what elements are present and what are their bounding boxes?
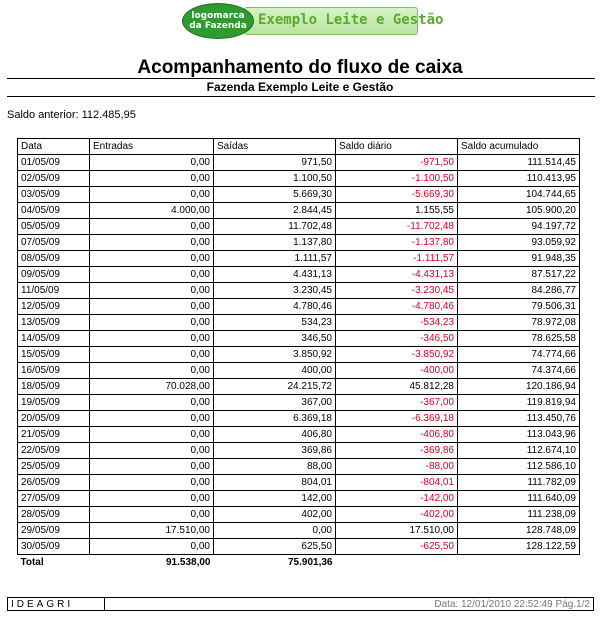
previous-balance: Saldo anterior: 112.485,95: [7, 109, 136, 121]
total-entradas: 91.538,00: [90, 555, 214, 571]
cell-saldo-acumulado: 113.043,96: [458, 427, 580, 443]
cell-data: 11/05/09: [18, 283, 90, 299]
cell-saldo-acumulado: 74.774,66: [458, 347, 580, 363]
cell-saldo-diario: -402,00: [336, 507, 458, 523]
cell-saldo-diario: 45.812,28: [336, 379, 458, 395]
cell-entradas: 0,00: [90, 491, 214, 507]
cell-saldo-acumulado: 110.413,95: [458, 171, 580, 187]
table-row: [18, 235, 580, 251]
cell-saidas: 971,50: [214, 155, 336, 171]
table-row: [18, 411, 580, 427]
cell-entradas: 0,00: [90, 251, 214, 267]
table-row: [18, 219, 580, 235]
cell-data: 01/05/09: [18, 155, 90, 171]
cell-data: 29/05/09: [18, 523, 90, 539]
col-header-saldo-diario: Saldo diário: [336, 139, 458, 155]
cell-saldo-acumulado: 94.197,72: [458, 219, 580, 235]
cell-saldo-diario: -367,00: [336, 395, 458, 411]
table-row: [18, 331, 580, 347]
cell-saidas: 804,01: [214, 475, 336, 491]
cell-saidas: 1.100,50: [214, 171, 336, 187]
cell-data: 18/05/09: [18, 379, 90, 395]
table-row: [18, 315, 580, 331]
cell-saldo-diario: -406,80: [336, 427, 458, 443]
cell-saldo-diario: -534,23: [336, 315, 458, 331]
cell-saldo-diario: 1.155,55: [336, 203, 458, 219]
title-divider: [7, 78, 595, 79]
cell-saldo-acumulado: 91.948,35: [458, 251, 580, 267]
cell-saldo-acumulado: 78.972,08: [458, 315, 580, 331]
cell-saldo-diario: -4.431,13: [336, 267, 458, 283]
cell-data: 22/05/09: [18, 443, 90, 459]
cell-saidas: 367,00: [214, 395, 336, 411]
cell-saldo-acumulado: 120.186,94: [458, 379, 580, 395]
cell-saidas: 534,23: [214, 315, 336, 331]
cell-saldo-acumulado: 119.819,94: [458, 395, 580, 411]
cell-entradas: 4.000,00: [90, 203, 214, 219]
cell-saidas: 4.431,13: [214, 267, 336, 283]
cell-saidas: 24.215,72: [214, 379, 336, 395]
cell-saldo-diario: -11.702,48: [336, 219, 458, 235]
cell-entradas: 0,00: [90, 507, 214, 523]
cell-saldo-diario: -369,86: [336, 443, 458, 459]
print-timestamp: Data: 12/01/2010 22:52:49 Pág.1/2: [434, 599, 590, 610]
cell-saidas: 4.780,46: [214, 299, 336, 315]
cell-saldo-diario: -346,50: [336, 331, 458, 347]
subtitle-divider: [7, 96, 595, 97]
cell-saidas: 369,86: [214, 443, 336, 459]
table-row: [18, 395, 580, 411]
cell-saldo-acumulado: 128.748,09: [458, 523, 580, 539]
table-row: [18, 507, 580, 523]
table-row: [18, 475, 580, 491]
table-row: [18, 539, 580, 555]
cell-entradas: 0,00: [90, 411, 214, 427]
table-header-row: [18, 139, 580, 155]
cell-saidas: 1.137,80: [214, 235, 336, 251]
cell-saidas: 142,00: [214, 491, 336, 507]
logo-farm-name: Exemplo Leite e Gestão: [258, 12, 444, 28]
cell-data: 25/05/09: [18, 459, 90, 475]
cell-entradas: 0,00: [90, 219, 214, 235]
cell-entradas: 0,00: [90, 235, 214, 251]
cell-saldo-diario: -1.137,80: [336, 235, 458, 251]
cell-saldo-acumulado: 74.374,66: [458, 363, 580, 379]
table-row: [18, 523, 580, 539]
cell-data: 14/05/09: [18, 331, 90, 347]
table-row: [18, 251, 580, 267]
ideagri-brand: IDEAGRI: [11, 599, 74, 610]
table-row: [18, 491, 580, 507]
cell-saldo-acumulado: 112.674,10: [458, 443, 580, 459]
cell-saldo-acumulado: 93.059,92: [458, 235, 580, 251]
cell-entradas: 0,00: [90, 315, 214, 331]
cell-entradas: 0,00: [90, 331, 214, 347]
report-title: Acompanhamento do fluxo de caixa: [137, 57, 463, 78]
cell-saidas: 5.669,30: [214, 187, 336, 203]
report-subtitle: Fazenda Exemplo Leite e Gestão: [206, 80, 394, 94]
cell-saldo-diario: -625,50: [336, 539, 458, 555]
cell-saldo-acumulado: 128.122,59: [458, 539, 580, 555]
cell-entradas: 0,00: [90, 171, 214, 187]
cell-data: 09/05/09: [18, 267, 90, 283]
cell-data: 26/05/09: [18, 475, 90, 491]
cell-entradas: 0,00: [90, 459, 214, 475]
table-row: [18, 379, 580, 395]
cell-data: 03/05/09: [18, 187, 90, 203]
cell-entradas: 17.510,00: [90, 523, 214, 539]
cell-saidas: 402,00: [214, 507, 336, 523]
col-header-saldo-acumulado: Saldo acumulado: [458, 139, 580, 155]
cell-saidas: 2.844,45: [214, 203, 336, 219]
cell-entradas: 70.028,00: [90, 379, 214, 395]
cell-data: 04/05/09: [18, 203, 90, 219]
logo-line-1: logomarca: [191, 11, 245, 21]
cell-entradas: 0,00: [90, 539, 214, 555]
cell-saidas: 400,00: [214, 363, 336, 379]
cash-flow-table: [17, 138, 580, 570]
table-row: [18, 427, 580, 443]
cell-saldo-acumulado: 84.286,77: [458, 283, 580, 299]
cell-saidas: 88,00: [214, 459, 336, 475]
cell-saldo-diario: -4.780,46: [336, 299, 458, 315]
cell-saldo-diario: -3.850,92: [336, 347, 458, 363]
cell-saidas: 406,80: [214, 427, 336, 443]
cell-saidas: 3.850,92: [214, 347, 336, 363]
cell-entradas: 0,00: [90, 187, 214, 203]
cell-data: 21/05/09: [18, 427, 90, 443]
cell-saidas: 3.230,45: [214, 283, 336, 299]
cell-saldo-diario: -1.111,57: [336, 251, 458, 267]
cell-saldo-acumulado: 112.586,10: [458, 459, 580, 475]
cell-data: 02/05/09: [18, 171, 90, 187]
table-row: [18, 347, 580, 363]
table-row: [18, 203, 580, 219]
cell-saidas: 1.111,57: [214, 251, 336, 267]
cell-data: 12/05/09: [18, 299, 90, 315]
cell-saldo-diario: 17.510,00: [336, 523, 458, 539]
cell-saldo-diario: -142,00: [336, 491, 458, 507]
cell-saldo-acumulado: 105.900,20: [458, 203, 580, 219]
cell-entradas: 0,00: [90, 283, 214, 299]
footer-divider: [104, 598, 105, 610]
cell-entradas: 0,00: [90, 347, 214, 363]
total-saidas: 75.901,36: [214, 555, 336, 571]
farm-logo: [182, 3, 444, 39]
cell-saldo-acumulado: 87.517,22: [458, 267, 580, 283]
cell-saldo-diario: -88,00: [336, 459, 458, 475]
table-row: [18, 363, 580, 379]
cell-saldo-acumulado: 79.506,31: [458, 299, 580, 315]
cell-saldo-diario: -3.230,45: [336, 283, 458, 299]
cell-saidas: 625,50: [214, 539, 336, 555]
cell-entradas: 0,00: [90, 363, 214, 379]
table-row: [18, 299, 580, 315]
cell-saldo-diario: -6.369,18: [336, 411, 458, 427]
cell-saidas: 346,50: [214, 331, 336, 347]
table-row: [18, 443, 580, 459]
table-row: [18, 267, 580, 283]
cell-saldo-acumulado: 111.238,09: [458, 507, 580, 523]
total-label: Total: [18, 555, 90, 571]
cell-saldo-acumulado: 113.450,76: [458, 411, 580, 427]
total-empty: [336, 555, 458, 571]
cell-saldo-diario: -971,50: [336, 155, 458, 171]
logo-line-2: da Fazenda: [189, 21, 247, 31]
table-row: [18, 187, 580, 203]
cell-saldo-acumulado: 111.514,45: [458, 155, 580, 171]
cell-saidas: 6.369,18: [214, 411, 336, 427]
cell-entradas: 0,00: [90, 443, 214, 459]
cell-saldo-acumulado: 104.744,65: [458, 187, 580, 203]
cell-saldo-acumulado: 78.625,58: [458, 331, 580, 347]
cell-data: 27/05/09: [18, 491, 90, 507]
col-header-saidas: Saídas: [214, 139, 336, 155]
cell-saldo-acumulado: 111.640,09: [458, 491, 580, 507]
cell-data: 20/05/09: [18, 411, 90, 427]
cell-entradas: 0,00: [90, 299, 214, 315]
cell-data: 05/05/09: [18, 219, 90, 235]
cell-saidas: 11.702,48: [214, 219, 336, 235]
table-row: [18, 155, 580, 171]
table-row: [18, 459, 580, 475]
table-row: [18, 171, 580, 187]
cell-saldo-diario: -5.669,30: [336, 187, 458, 203]
total-row: [18, 555, 580, 571]
table-row: [18, 283, 580, 299]
cell-saldo-acumulado: 111.782,09: [458, 475, 580, 491]
cell-saldo-diario: -400,00: [336, 363, 458, 379]
cell-data: 07/05/09: [18, 235, 90, 251]
col-header-entradas: Entradas: [90, 139, 214, 155]
cell-data: 16/05/09: [18, 363, 90, 379]
cell-data: 13/05/09: [18, 315, 90, 331]
cell-data: 08/05/09: [18, 251, 90, 267]
page-footer: [7, 597, 594, 611]
logo-badge: [182, 3, 254, 39]
cell-saldo-diario: -1.100,50: [336, 171, 458, 187]
cell-entradas: 0,00: [90, 155, 214, 171]
total-empty: [458, 555, 580, 571]
cell-data: 15/05/09: [18, 347, 90, 363]
cell-entradas: 0,00: [90, 475, 214, 491]
table-body: [18, 155, 580, 555]
cell-data: 28/05/09: [18, 507, 90, 523]
cell-saldo-diario: -804,01: [336, 475, 458, 491]
cell-entradas: 0,00: [90, 395, 214, 411]
cell-data: 19/05/09: [18, 395, 90, 411]
cell-entradas: 0,00: [90, 267, 214, 283]
cell-data: 30/05/09: [18, 539, 90, 555]
col-header-data: Data: [18, 139, 90, 155]
cell-saidas: 0,00: [214, 523, 336, 539]
cell-entradas: 0,00: [90, 427, 214, 443]
